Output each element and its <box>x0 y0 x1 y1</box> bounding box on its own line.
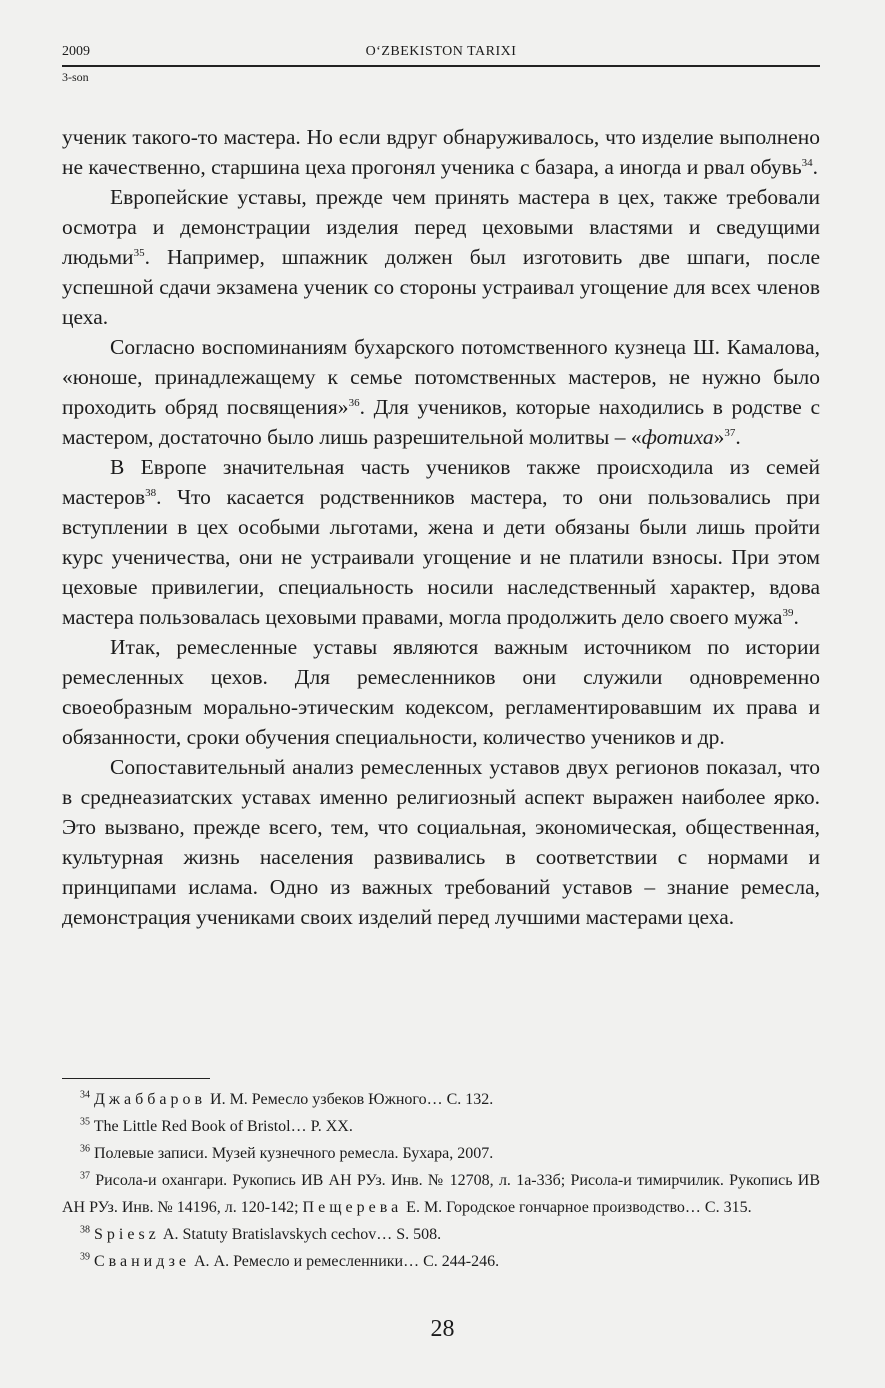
author-name: Джаббаров <box>94 1091 207 1108</box>
header-year: 2009 <box>62 44 90 59</box>
text-run: Полевые записи. Музей кузнечного ремесла. Бухара, 2007. <box>90 1145 494 1162</box>
footnote-ref: 37 <box>80 1170 90 1182</box>
footnote <box>62 1248 820 1275</box>
footnote <box>62 1113 820 1140</box>
author-name: Сванидзе <box>94 1253 190 1270</box>
text-run: . <box>812 155 819 179</box>
page-number: 28 <box>430 1316 455 1342</box>
footnote-ref: 38 <box>145 486 157 499</box>
body-paragraph <box>62 182 820 332</box>
text-run: . Для учеников, которые находились в родстве с мастером, достаточно было лишь разрешительной молитвы – « <box>62 395 820 449</box>
text-run: Европейские уставы, прежде чем принять мастера в цех, также требовали осмотра и демонстрации изделия перед цеховыми властями и сведущими людьми <box>62 185 820 269</box>
header-rule <box>62 65 820 67</box>
text-run: В Европе значительная часть учеников также происходила из семей мастеров <box>62 455 820 509</box>
text-run: А. А. Ремесло и ремесленники… С. 244-246. <box>190 1253 500 1270</box>
author-name: Пещерева <box>302 1199 403 1216</box>
footnote-ref: 35 <box>133 246 145 259</box>
running-header <box>62 44 820 88</box>
body-paragraph <box>62 752 820 932</box>
footnote-separator <box>62 1078 210 1079</box>
author-name: Spiesz <box>94 1226 160 1243</box>
text-run: » <box>713 425 725 449</box>
text-run: . <box>735 425 741 449</box>
text-run: The Little Red Book of Bristol… P. XX. <box>90 1118 353 1135</box>
footnote-ref: 39 <box>782 606 794 619</box>
footnotes <box>62 1086 820 1275</box>
footnote <box>62 1167 820 1221</box>
footnote-ref: 34 <box>801 156 813 169</box>
text-run: Сопоставительный анализ ремесленных уставов двух регионов показал, что в среднеазиатских уставах именно религиозный аспект выражен наиболее ярко. Это вызвано, прежде всего, тем, что социальная, экономическая, общественная, культурная жизнь населения развивались в соответствии с нормами и принципами ислама. Одно из важных требований уставов – знание ремесла, демонстрация учениками своих изделий перед лучшими мастерами цеха. <box>62 755 820 929</box>
footnote-ref: 36 <box>80 1143 90 1155</box>
footnote-ref: 35 <box>80 1116 90 1128</box>
header-issue: 3-son <box>62 70 89 84</box>
text-run: Е. М. Городское гончарное производство… С. 315. <box>402 1199 752 1216</box>
body-text <box>62 122 820 932</box>
footnote-ref: 34 <box>80 1089 90 1101</box>
text-run: . Например, шпажник должен был изготовить две шпаги, после успешной сдачи экзамена ученик со стороны устраивал угощение для всех членов цеха. <box>62 245 820 329</box>
text-run: ученик такого-то мастера. Но если вдруг обнаруживалось, что изделие выполнено не качественно, старшина цеха прогонял ученика с базара, а иногда и рвал обувь <box>62 125 820 179</box>
text-run: Рисола-и охангари. Рукопись ИВ АН РУз. Инв. № 12708, л. 1а-33б; Рисола-и тимирчилик. Рукопись ИВ АН РУз. Инв. № 14196, л. 120-142; <box>62 1172 820 1216</box>
text-run: Итак, ремесленные уставы являются важным источником по истории ремесленных цехов. Для ремесленников они служили одновременно своеобразным морально-этическим кодексом, регламентировавшим их права и обязанности, сроки обучения специальности, количество учеников и др. <box>62 635 820 749</box>
footnote-ref: 38 <box>80 1224 90 1236</box>
footnote <box>62 1221 820 1248</box>
body-paragraph <box>62 452 820 632</box>
text-run: И. М. Ремесло узбеков Южного… С. 132. <box>206 1091 494 1108</box>
footnote <box>62 1140 820 1167</box>
text-run: . <box>793 605 799 629</box>
text-run: A. Statuty Bratislavskych cechov… S. 508. <box>159 1226 442 1243</box>
body-paragraph <box>62 122 820 182</box>
footnote-ref: 36 <box>348 396 360 409</box>
text-run: Согласно воспоминаниям бухарского потомственного кузнеца Ш. Камалова, «юноше, принадлежащему к семье потомственных мастеров, не нужно было проходить обряд посвящения» <box>62 335 820 419</box>
footnote <box>62 1086 820 1113</box>
text-run: . Что касается родственников мастера, то они пользовались при вступлении в цех особыми льготами, жена и дети обязаны были лишь пройти курс ученичества, они не устраивали угощение и не платили взносы. При этом цеховые привилегии, специальность носили наследственный характер, вдова мастера пользовалась цеховыми правами, могла продолжить дело своего мужа <box>62 485 820 629</box>
footnote-ref: 37 <box>724 426 736 439</box>
footnote-ref: 39 <box>80 1251 90 1263</box>
header-journal-title: O‘ZBEKISTON TARIXI <box>365 44 517 59</box>
body-paragraph <box>62 332 820 452</box>
body-paragraph <box>62 632 820 752</box>
italic-term: фотиха <box>641 425 714 449</box>
